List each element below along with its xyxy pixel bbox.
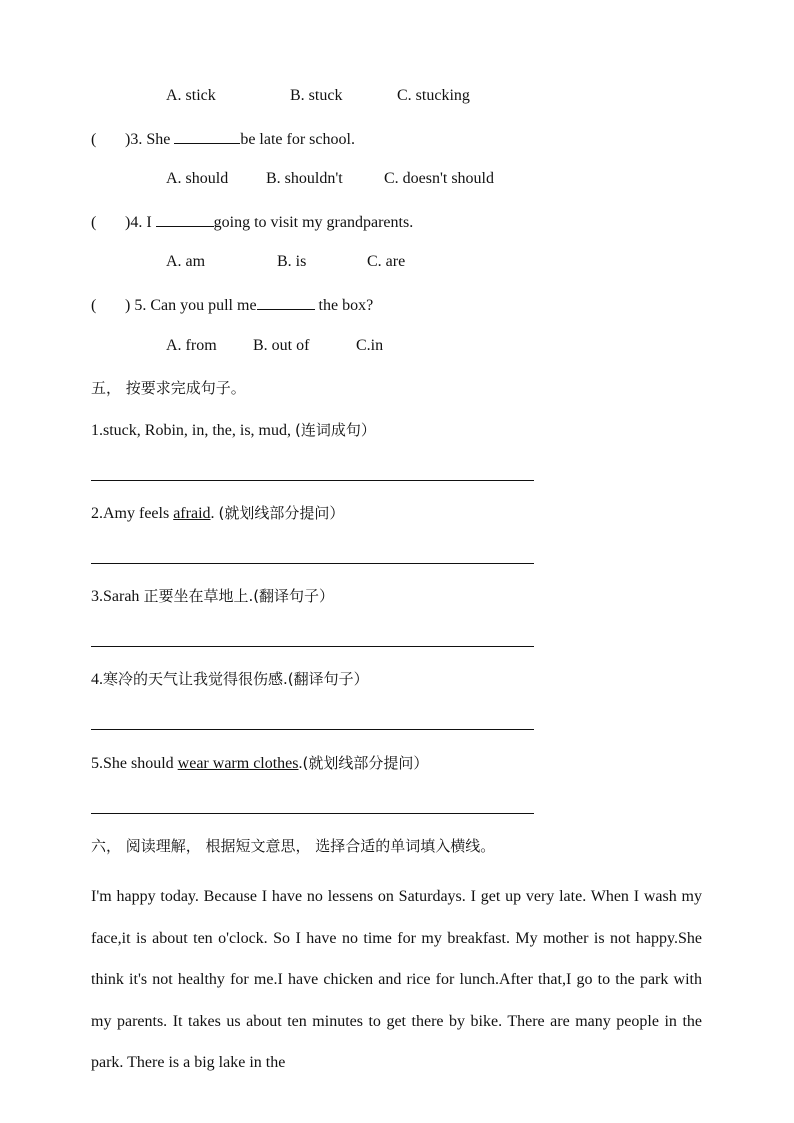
question-text-after: the box?	[318, 297, 374, 314]
section-5-title: 五， 按要求完成句子。	[91, 379, 246, 397]
item-instruction: (就划线部分提问）	[218, 504, 345, 522]
item-instruction: (就划线部分提问）	[302, 754, 429, 772]
q5-option-a: A. from	[166, 337, 217, 354]
section-5-item-1	[91, 420, 376, 441]
item-text: 5.She should	[91, 755, 178, 772]
q5-option-c: C.in	[356, 337, 384, 354]
question-text-before: She	[146, 131, 171, 148]
answer-blank[interactable]	[174, 129, 240, 144]
q2-option-a: A. stick	[166, 87, 216, 104]
answer-blank[interactable]	[257, 295, 315, 310]
q3-option-c: C. doesn't should	[384, 170, 494, 187]
item-text-end: .	[210, 505, 219, 522]
answer-blank[interactable]	[156, 212, 214, 227]
question-3	[91, 129, 355, 150]
section-5-item-4	[91, 669, 369, 690]
question-text-before: I	[146, 214, 152, 231]
section-5-item-5	[91, 753, 428, 774]
q4-option-c: C. are	[367, 253, 406, 270]
question-text-before: Can you pull me	[150, 297, 257, 314]
item-text-end: .	[298, 755, 303, 772]
answer-line-4[interactable]	[91, 729, 534, 730]
q2-option-c: C. stucking	[397, 87, 470, 104]
q4-option-a: A. am	[166, 253, 206, 270]
answer-line-2[interactable]	[91, 563, 534, 564]
underlined-word: afraid	[173, 505, 211, 522]
q2-option-b: B. stuck	[290, 87, 343, 104]
question-text-after: going to visit my grandparents.	[213, 214, 414, 231]
item-text: 1.stuck, Robin, in, the, is, mud,	[91, 422, 295, 439]
item-instruction: 正要坐在草地上.(翻译句子）	[143, 587, 335, 605]
question-4	[91, 212, 413, 233]
question-5	[91, 295, 373, 316]
underlined-phrase: wear warm clothes	[177, 755, 299, 772]
question-number: )4.	[125, 214, 143, 231]
question-number: )3.	[125, 131, 143, 148]
q3-option-b: B. shouldn't	[266, 170, 343, 187]
item-text: 4.	[91, 671, 103, 688]
answer-paren[interactable]: (	[91, 214, 97, 231]
q4-option-b: B. is	[277, 253, 307, 270]
q5-option-b: B. out of	[253, 337, 310, 354]
item-instruction: 寒冷的天气让我觉得很伤感.(翻译句子）	[103, 670, 369, 688]
question-number: ) 5.	[125, 297, 147, 314]
answer-line-3[interactable]	[91, 646, 534, 647]
reading-passage: I'm happy today. Because I have no lessens on Saturdays. I get up very late. When I wash my face,it is about ten o'clock. So I have no time for my breakfast. My mother is not happy.She think it's not healthy for me.I have chicken and rice for lunch.After that,I go to the park with my parents. It takes us about ten minutes to get there by bike. There are many people in the park. There is a big lake in the	[91, 888, 702, 1072]
answer-paren[interactable]: (	[91, 131, 97, 148]
section-6-title: 六， 阅读理解， 根据短文意思， 选择合适的单词填入横线。	[91, 837, 496, 855]
answer-line-5[interactable]	[91, 813, 534, 814]
item-instruction: (连词成句）	[295, 421, 376, 439]
q3-option-a: A. should	[166, 170, 229, 187]
section-5-item-2	[91, 503, 344, 524]
question-text-after: be late for school.	[240, 131, 355, 148]
answer-line-1[interactable]	[91, 480, 534, 481]
section-5-item-3	[91, 586, 334, 607]
item-text: 3.Sarah	[91, 588, 144, 605]
item-text: 2.Amy feels	[91, 505, 174, 522]
answer-paren[interactable]: (	[91, 297, 97, 314]
